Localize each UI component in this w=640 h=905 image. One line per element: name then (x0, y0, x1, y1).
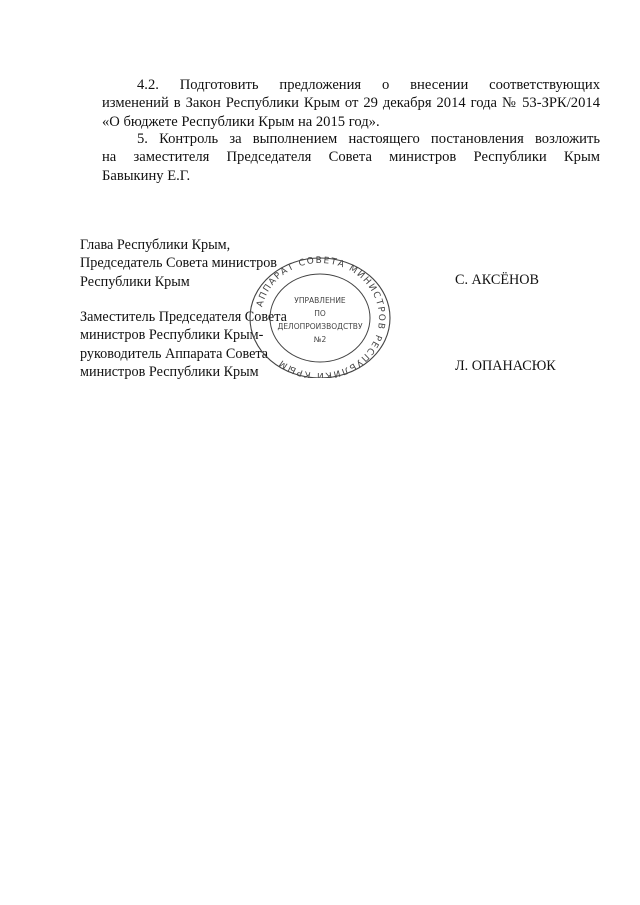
signatory-title-line: руководитель Аппарата Совета (80, 345, 269, 362)
signatory-title-line: Председатель Совета министров (80, 255, 277, 272)
official-stamp (245, 248, 395, 378)
paragraph-line: на заместителя Председателя Совета министров Республики Крым (102, 149, 600, 166)
stamp-inner-line: ПО (314, 309, 326, 318)
signatory-name: С. АКСЁНОВ (455, 272, 539, 288)
signatory-title-line: Глава Республики Крым, (80, 237, 231, 253)
paragraph-line: Бавыкину Е.Г. (102, 167, 191, 184)
stamp-inner-line: УПРАВЛЕНИЕ (294, 296, 346, 305)
stamp-inner-ring (270, 274, 370, 362)
stamp-outer-ring (250, 255, 390, 378)
paragraph-4-2 (102, 76, 600, 131)
stamp-inner-line: №2 (313, 335, 327, 344)
signatory-title-line: Республики Крым (80, 273, 190, 290)
stamp-ring-text: АППАРАТ СОВЕТА МИНИСТРОВ РЕСПУБЛИКИ КРЫМ (255, 255, 387, 378)
paragraph-line: изменений в Закон Республики Крым от 29 декабря 2014 года № 53-ЗРК/2014 (102, 95, 600, 112)
signatory-title-line: Заместитель Председателя Совета (80, 309, 287, 325)
signatory-title-line: министров Республики Крым- (80, 327, 264, 344)
signatory-name: Л. ОПАНАСЮК (455, 358, 556, 374)
stamp-inner-line: ДЕЛОПРОИЗВОДСТВУ (277, 322, 363, 331)
paragraph-line: 4.2. Подготовить предложения о внесении соответствующих (137, 77, 600, 93)
signatory-title-line: министров Республики Крым (80, 363, 259, 380)
paragraph-line: «О бюджете Республики Крым на 2015 год». (102, 113, 380, 130)
paragraph-5 (102, 130, 600, 185)
paragraph-line: 5. Контроль за выполнением настоящего постановления возложить (137, 131, 600, 147)
